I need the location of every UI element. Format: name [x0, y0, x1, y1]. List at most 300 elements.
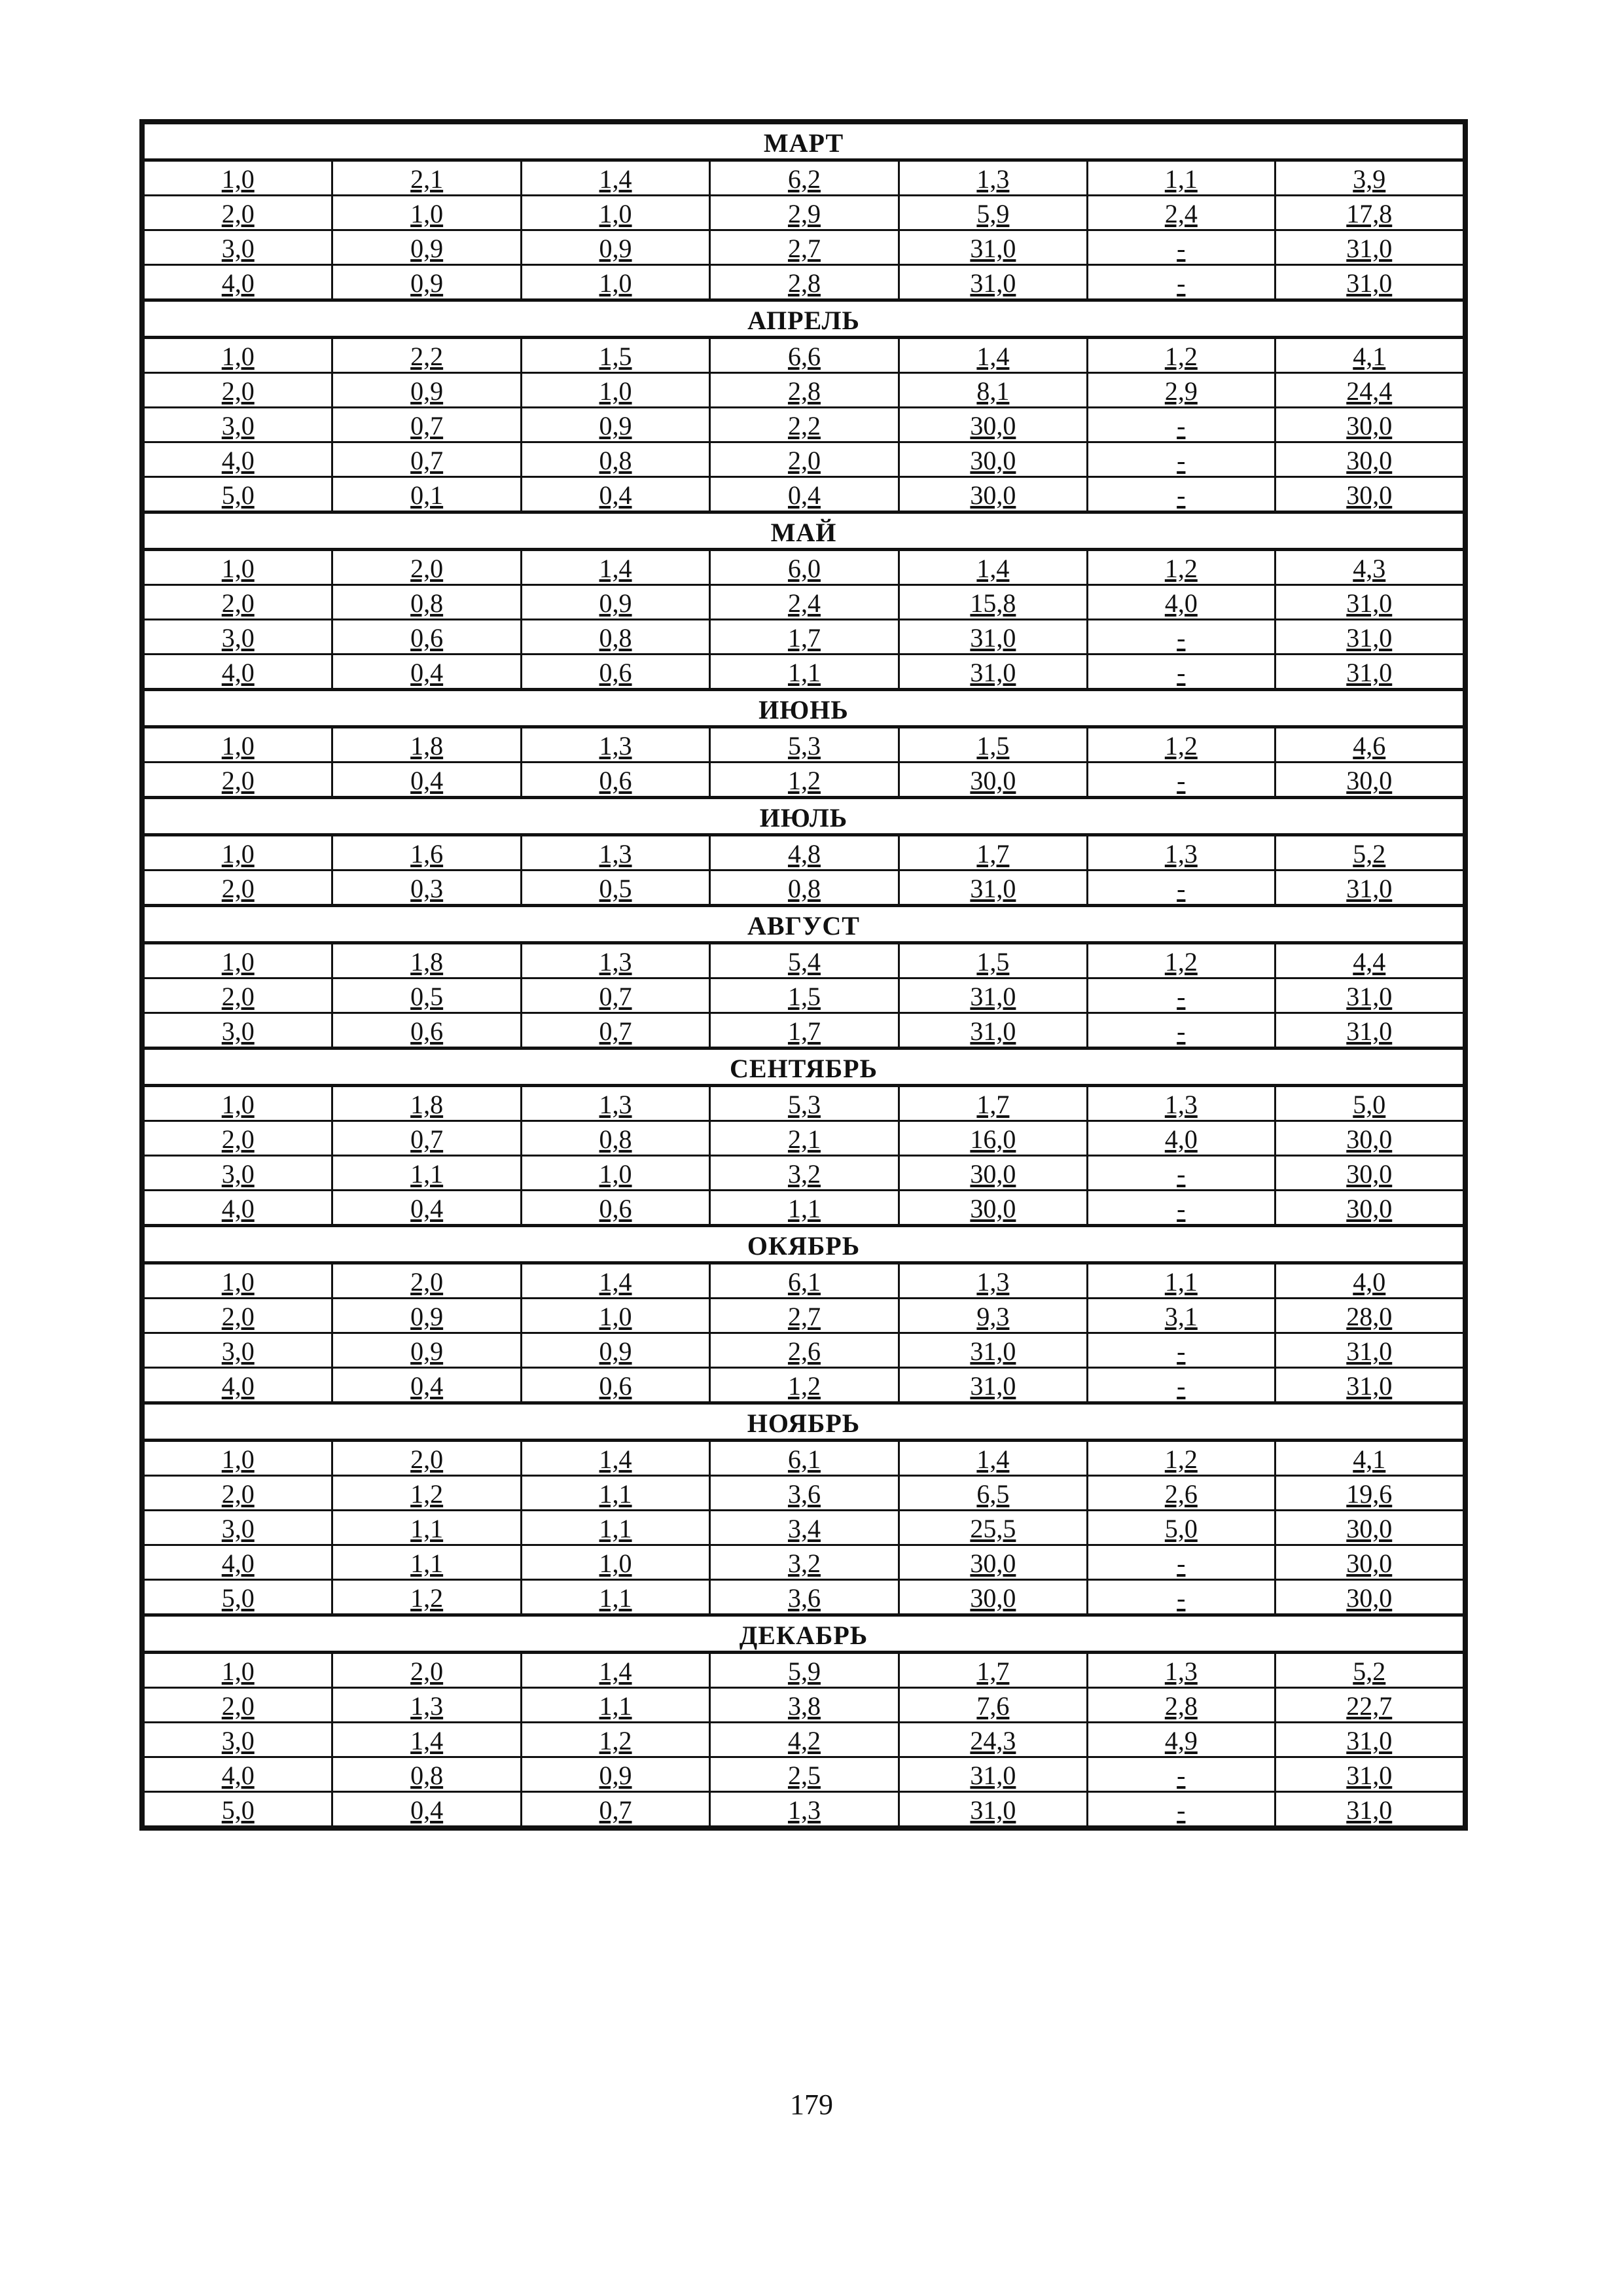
- table-cell: 2,0: [144, 978, 332, 1013]
- table-cell: 2,0: [144, 762, 332, 798]
- table-row: [144, 870, 1464, 906]
- table-cell: 31,0: [1275, 1792, 1463, 1827]
- month-title: НОЯБРЬ: [144, 1403, 1464, 1441]
- table-cell: 31,0: [899, 1757, 1087, 1792]
- table-cell: 4,1: [1275, 338, 1463, 373]
- table-cell: 1,0: [144, 835, 332, 870]
- table-cell: 5,0: [144, 1580, 332, 1615]
- table-cell: 2,8: [710, 265, 899, 300]
- table-row: [144, 550, 1464, 585]
- table-cell: 30,0: [1275, 442, 1463, 477]
- table-cell: 31,0: [899, 870, 1087, 906]
- table-cell: 3,6: [710, 1580, 899, 1615]
- table-cell: 4,0: [144, 1191, 332, 1226]
- table-cell: 0,6: [521, 762, 709, 798]
- table-cell: 31,0: [1275, 1013, 1463, 1049]
- table-cell: 2,9: [710, 196, 899, 230]
- table-row: [144, 620, 1464, 655]
- table-cell: 1,0: [144, 1086, 332, 1121]
- table-cell: 2,7: [710, 230, 899, 265]
- table-cell: 0,4: [332, 762, 521, 798]
- table-row: [144, 727, 1464, 762]
- table-row: [144, 1013, 1464, 1049]
- table-cell: 1,0: [144, 338, 332, 373]
- table-cell: 0,6: [332, 620, 521, 655]
- table-cell: -: [1088, 1757, 1275, 1792]
- table-cell: 2,6: [710, 1333, 899, 1368]
- table-cell: 0,4: [332, 1191, 521, 1226]
- table-row: [144, 943, 1464, 978]
- table-row: [144, 762, 1464, 798]
- table-cell: 31,0: [1275, 1368, 1463, 1403]
- table-cell: 1,0: [144, 160, 332, 196]
- table-cell: 1,7: [899, 835, 1087, 870]
- table-cell: 3,9: [1275, 160, 1463, 196]
- table-cell: 1,0: [521, 1545, 709, 1580]
- table-cell: 6,5: [899, 1476, 1087, 1511]
- table-row: [144, 1333, 1464, 1368]
- table-cell: 2,2: [710, 408, 899, 442]
- table-cell: 30,0: [1275, 477, 1463, 512]
- table-cell: 1,0: [144, 550, 332, 585]
- table-cell: 2,0: [144, 870, 332, 906]
- table-cell: 1,0: [521, 1156, 709, 1191]
- table-cell: 1,4: [899, 1441, 1087, 1476]
- table-cell: 1,5: [710, 978, 899, 1013]
- month-header-row: [144, 300, 1464, 338]
- table-cell: 4,0: [144, 442, 332, 477]
- table-cell: -: [1088, 230, 1275, 265]
- table-cell: 22,7: [1275, 1688, 1463, 1723]
- table-cell: 5,3: [710, 1086, 899, 1121]
- table-row: [144, 1511, 1464, 1545]
- table-cell: 0,6: [521, 655, 709, 690]
- table-row: [144, 1299, 1464, 1333]
- table-cell: 0,9: [521, 585, 709, 620]
- table-cell: 1,2: [332, 1580, 521, 1615]
- table-cell: 2,0: [144, 1121, 332, 1156]
- table-cell: 1,2: [710, 1368, 899, 1403]
- table-cell: 0,7: [521, 978, 709, 1013]
- table-cell: 1,1: [1088, 160, 1275, 196]
- table-cell: 0,6: [332, 1013, 521, 1049]
- table-row: [144, 1792, 1464, 1827]
- table-cell: 6,1: [710, 1441, 899, 1476]
- table-row: [144, 1263, 1464, 1299]
- month-header-row: [144, 1226, 1464, 1263]
- table-cell: 0,7: [332, 442, 521, 477]
- table-cell: 1,7: [710, 1013, 899, 1049]
- table-cell: 3,0: [144, 1723, 332, 1757]
- table-cell: -: [1088, 1545, 1275, 1580]
- table-cell: -: [1088, 655, 1275, 690]
- table-cell: 0,9: [332, 1333, 521, 1368]
- table-cell: 1,2: [521, 1723, 709, 1757]
- table-cell: 1,3: [1088, 1653, 1275, 1688]
- table-cell: -: [1088, 1580, 1275, 1615]
- table-cell: 1,3: [1088, 1086, 1275, 1121]
- table-cell: 31,0: [899, 1333, 1087, 1368]
- table-cell: 1,0: [521, 196, 709, 230]
- table-cell: 2,0: [332, 1653, 521, 1688]
- table-cell: 1,2: [332, 1476, 521, 1511]
- table-cell: 4,8: [710, 835, 899, 870]
- table-cell: 30,0: [1275, 408, 1463, 442]
- table-cell: 8,1: [899, 373, 1087, 408]
- table-cell: 0,4: [332, 1792, 521, 1827]
- table-cell: 30,0: [1275, 1121, 1463, 1156]
- table-cell: 31,0: [1275, 620, 1463, 655]
- table-cell: 4,0: [1088, 585, 1275, 620]
- table-cell: 0,4: [332, 655, 521, 690]
- table-row: [144, 1580, 1464, 1615]
- table-cell: 4,0: [144, 1757, 332, 1792]
- table-cell: 30,0: [899, 442, 1087, 477]
- table-cell: 30,0: [1275, 1545, 1463, 1580]
- table-cell: 6,1: [710, 1263, 899, 1299]
- table-cell: 1,8: [332, 727, 521, 762]
- table-row: [144, 1086, 1464, 1121]
- table-cell: 30,0: [899, 477, 1087, 512]
- table-cell: 4,0: [1275, 1263, 1463, 1299]
- table-cell: 17,8: [1275, 196, 1463, 230]
- table-cell: 5,0: [1275, 1086, 1463, 1121]
- table-cell: 1,7: [710, 620, 899, 655]
- table-cell: 30,0: [899, 408, 1087, 442]
- table-cell: 2,0: [144, 1688, 332, 1723]
- table-cell: 1,1: [521, 1580, 709, 1615]
- table-cell: 0,9: [332, 373, 521, 408]
- table-cell: 30,0: [899, 1156, 1087, 1191]
- table-cell: 1,1: [332, 1156, 521, 1191]
- month-header-row: [144, 512, 1464, 550]
- table-cell: 4,1: [1275, 1441, 1463, 1476]
- table-row: [144, 1545, 1464, 1580]
- table-cell: -: [1088, 265, 1275, 300]
- data-table-frame: [139, 119, 1468, 1831]
- table-cell: 4,0: [144, 1545, 332, 1580]
- table-cell: 1,2: [1088, 943, 1275, 978]
- table-cell: 4,0: [144, 655, 332, 690]
- table-cell: 2,7: [710, 1299, 899, 1333]
- table-row: [144, 1688, 1464, 1723]
- table-cell: 30,0: [1275, 1191, 1463, 1226]
- table-cell: 31,0: [899, 620, 1087, 655]
- table-cell: 2,0: [332, 550, 521, 585]
- table-cell: 1,3: [332, 1688, 521, 1723]
- table-cell: 1,4: [332, 1723, 521, 1757]
- table-cell: 19,6: [1275, 1476, 1463, 1511]
- table-cell: 30,0: [1275, 1511, 1463, 1545]
- table-cell: 1,1: [710, 1191, 899, 1226]
- table-cell: 3,8: [710, 1688, 899, 1723]
- table-cell: 31,0: [899, 978, 1087, 1013]
- month-header-row: [144, 1049, 1464, 1086]
- table-cell: 4,3: [1275, 550, 1463, 585]
- table-cell: 31,0: [1275, 585, 1463, 620]
- table-cell: 0,6: [521, 1368, 709, 1403]
- table-cell: 1,3: [899, 1263, 1087, 1299]
- table-cell: 4,2: [710, 1723, 899, 1757]
- table-cell: 1,1: [332, 1545, 521, 1580]
- table-cell: 0,8: [332, 1757, 521, 1792]
- table-cell: 1,1: [521, 1688, 709, 1723]
- table-cell: -: [1088, 1368, 1275, 1403]
- table-cell: 1,1: [332, 1511, 521, 1545]
- table-cell: 5,4: [710, 943, 899, 978]
- table-cell: 1,3: [1088, 835, 1275, 870]
- table-cell: 1,0: [144, 1653, 332, 1688]
- table-cell: 25,5: [899, 1511, 1087, 1545]
- table-cell: 0,8: [710, 870, 899, 906]
- table-cell: 31,0: [899, 265, 1087, 300]
- table-cell: 5,0: [1088, 1511, 1275, 1545]
- table-cell: 16,0: [899, 1121, 1087, 1156]
- table-cell: 30,0: [1275, 1156, 1463, 1191]
- month-title: ИЮЛЬ: [144, 798, 1464, 835]
- table-cell: 1,0: [332, 196, 521, 230]
- table-cell: 0,5: [521, 870, 709, 906]
- table-cell: 1,3: [521, 835, 709, 870]
- table-cell: -: [1088, 620, 1275, 655]
- table-cell: 31,0: [1275, 870, 1463, 906]
- month-header-row: [144, 1403, 1464, 1441]
- table-cell: 30,0: [1275, 1580, 1463, 1615]
- table-cell: 3,0: [144, 230, 332, 265]
- table-cell: 2,0: [710, 442, 899, 477]
- table-cell: 0,4: [332, 1368, 521, 1403]
- table-cell: 3,1: [1088, 1299, 1275, 1333]
- table-cell: 2,0: [332, 1263, 521, 1299]
- table-cell: 1,8: [332, 943, 521, 978]
- table-row: [144, 373, 1464, 408]
- table-cell: 3,2: [710, 1545, 899, 1580]
- table-cell: 1,4: [899, 338, 1087, 373]
- table-cell: 30,0: [899, 1545, 1087, 1580]
- table-cell: 1,4: [521, 1263, 709, 1299]
- table-row: [144, 338, 1464, 373]
- table-cell: 15,8: [899, 585, 1087, 620]
- table-cell: 3,0: [144, 1013, 332, 1049]
- table-cell: 31,0: [1275, 230, 1463, 265]
- table-cell: 31,0: [1275, 655, 1463, 690]
- table-cell: 1,3: [899, 160, 1087, 196]
- table-cell: 0,7: [521, 1013, 709, 1049]
- table-cell: 1,3: [710, 1792, 899, 1827]
- table-row: [144, 160, 1464, 196]
- table-cell: 4,9: [1088, 1723, 1275, 1757]
- table-cell: 2,9: [1088, 373, 1275, 408]
- table-cell: 1,7: [899, 1086, 1087, 1121]
- table-cell: 1,5: [521, 338, 709, 373]
- table-cell: -: [1088, 1333, 1275, 1368]
- table-cell: 1,8: [332, 1086, 521, 1121]
- table-cell: -: [1088, 870, 1275, 906]
- table-cell: 0,9: [521, 230, 709, 265]
- table-cell: 31,0: [899, 1792, 1087, 1827]
- table-cell: 0,8: [521, 1121, 709, 1156]
- table-row: [144, 1156, 1464, 1191]
- table-cell: 3,0: [144, 408, 332, 442]
- monthly-data-table: [143, 122, 1465, 1827]
- table-cell: 5,2: [1275, 835, 1463, 870]
- table-row: [144, 230, 1464, 265]
- table-row: [144, 1368, 1464, 1403]
- table-cell: 6,6: [710, 338, 899, 373]
- table-cell: 2,0: [144, 585, 332, 620]
- table-row: [144, 196, 1464, 230]
- table-row: [144, 978, 1464, 1013]
- table-cell: 30,0: [899, 762, 1087, 798]
- table-cell: 5,3: [710, 727, 899, 762]
- table-cell: 5,0: [144, 477, 332, 512]
- table-cell: 2,1: [710, 1121, 899, 1156]
- table-cell: 0,6: [521, 1191, 709, 1226]
- table-cell: 0,3: [332, 870, 521, 906]
- table-cell: 0,5: [332, 978, 521, 1013]
- table-row: [144, 442, 1464, 477]
- table-cell: 1,1: [710, 655, 899, 690]
- table-cell: 31,0: [1275, 1757, 1463, 1792]
- table-cell: 1,5: [899, 943, 1087, 978]
- table-cell: 0,9: [332, 1299, 521, 1333]
- table-cell: 1,2: [1088, 338, 1275, 373]
- table-cell: 1,1: [521, 1511, 709, 1545]
- month-title: АВГУСТ: [144, 906, 1464, 943]
- table-cell: 2,8: [710, 373, 899, 408]
- page-number: 179: [790, 2089, 833, 2121]
- table-cell: 0,7: [521, 1792, 709, 1827]
- table-cell: 3,6: [710, 1476, 899, 1511]
- table-cell: 2,0: [144, 1476, 332, 1511]
- table-cell: 6,0: [710, 550, 899, 585]
- table-cell: 2,1: [332, 160, 521, 196]
- month-header-row: [144, 906, 1464, 943]
- table-body: [144, 124, 1464, 1827]
- table-cell: 7,6: [899, 1688, 1087, 1723]
- table-row: [144, 408, 1464, 442]
- table-cell: 4,6: [1275, 727, 1463, 762]
- table-cell: -: [1088, 408, 1275, 442]
- table-cell: 2,4: [1088, 196, 1275, 230]
- table-row: [144, 1191, 1464, 1226]
- table-cell: -: [1088, 1156, 1275, 1191]
- table-cell: 1,7: [899, 1653, 1087, 1688]
- table-cell: -: [1088, 477, 1275, 512]
- table-cell: 4,0: [1088, 1121, 1275, 1156]
- table-cell: -: [1088, 978, 1275, 1013]
- month-header-row: [144, 690, 1464, 727]
- table-cell: 0,8: [332, 585, 521, 620]
- table-cell: 31,0: [899, 655, 1087, 690]
- table-cell: 1,0: [521, 265, 709, 300]
- table-cell: 28,0: [1275, 1299, 1463, 1333]
- table-cell: 0,9: [521, 1757, 709, 1792]
- table-row: [144, 1723, 1464, 1757]
- table-cell: 1,4: [899, 550, 1087, 585]
- table-cell: 5,9: [899, 196, 1087, 230]
- table-row: [144, 1441, 1464, 1476]
- table-cell: 3,0: [144, 1511, 332, 1545]
- table-cell: 31,0: [1275, 1723, 1463, 1757]
- month-title: АПРЕЛЬ: [144, 300, 1464, 338]
- table-cell: 31,0: [1275, 1333, 1463, 1368]
- table-row: [144, 655, 1464, 690]
- table-cell: 2,2: [332, 338, 521, 373]
- table-cell: 0,9: [332, 265, 521, 300]
- month-title: ОКЯБРЬ: [144, 1226, 1464, 1263]
- table-cell: 1,0: [144, 1441, 332, 1476]
- table-row: [144, 1653, 1464, 1688]
- table-cell: 0,8: [521, 442, 709, 477]
- month-title: СЕНТЯБРЬ: [144, 1049, 1464, 1086]
- table-row: [144, 265, 1464, 300]
- table-cell: 1,4: [521, 550, 709, 585]
- table-cell: 0,7: [332, 1121, 521, 1156]
- table-cell: 31,0: [899, 230, 1087, 265]
- table-row: [144, 1121, 1464, 1156]
- table-cell: 0,4: [521, 477, 709, 512]
- table-row: [144, 585, 1464, 620]
- table-cell: -: [1088, 1013, 1275, 1049]
- table-cell: 3,0: [144, 1333, 332, 1368]
- month-header-row: [144, 124, 1464, 160]
- table-cell: 4,0: [144, 265, 332, 300]
- table-cell: 3,0: [144, 620, 332, 655]
- month-title: ИЮНЬ: [144, 690, 1464, 727]
- table-cell: 31,0: [899, 1368, 1087, 1403]
- table-cell: 2,6: [1088, 1476, 1275, 1511]
- table-cell: 3,0: [144, 1156, 332, 1191]
- table-cell: 2,5: [710, 1757, 899, 1792]
- table-cell: 0,1: [332, 477, 521, 512]
- table-cell: 1,0: [144, 727, 332, 762]
- table-cell: -: [1088, 762, 1275, 798]
- table-cell: 1,0: [144, 943, 332, 978]
- table-cell: 1,3: [521, 943, 709, 978]
- table-cell: 1,3: [521, 727, 709, 762]
- table-cell: 30,0: [899, 1580, 1087, 1615]
- table-cell: 1,2: [1088, 727, 1275, 762]
- table-cell: 2,0: [144, 1299, 332, 1333]
- table-cell: 2,0: [144, 373, 332, 408]
- table-cell: 1,2: [1088, 550, 1275, 585]
- table-cell: -: [1088, 442, 1275, 477]
- table-cell: 24,4: [1275, 373, 1463, 408]
- month-header-row: [144, 798, 1464, 835]
- table-cell: 5,9: [710, 1653, 899, 1688]
- table-row: [144, 835, 1464, 870]
- table-cell: 31,0: [899, 1013, 1087, 1049]
- table-cell: 9,3: [899, 1299, 1087, 1333]
- table-cell: 4,4: [1275, 943, 1463, 978]
- table-row: [144, 1476, 1464, 1511]
- table-cell: 1,0: [521, 373, 709, 408]
- table-cell: 2,0: [144, 196, 332, 230]
- table-cell: 1,0: [144, 1263, 332, 1299]
- table-cell: -: [1088, 1792, 1275, 1827]
- month-title: ДЕКАБРЬ: [144, 1615, 1464, 1653]
- table-cell: 0,9: [521, 408, 709, 442]
- month-title: МАЙ: [144, 512, 1464, 550]
- table-cell: 31,0: [1275, 978, 1463, 1013]
- table-cell: 6,2: [710, 160, 899, 196]
- table-cell: 1,0: [521, 1299, 709, 1333]
- table-cell: 1,1: [521, 1476, 709, 1511]
- table-cell: 3,2: [710, 1156, 899, 1191]
- table-cell: -: [1088, 1191, 1275, 1226]
- table-cell: 2,4: [710, 585, 899, 620]
